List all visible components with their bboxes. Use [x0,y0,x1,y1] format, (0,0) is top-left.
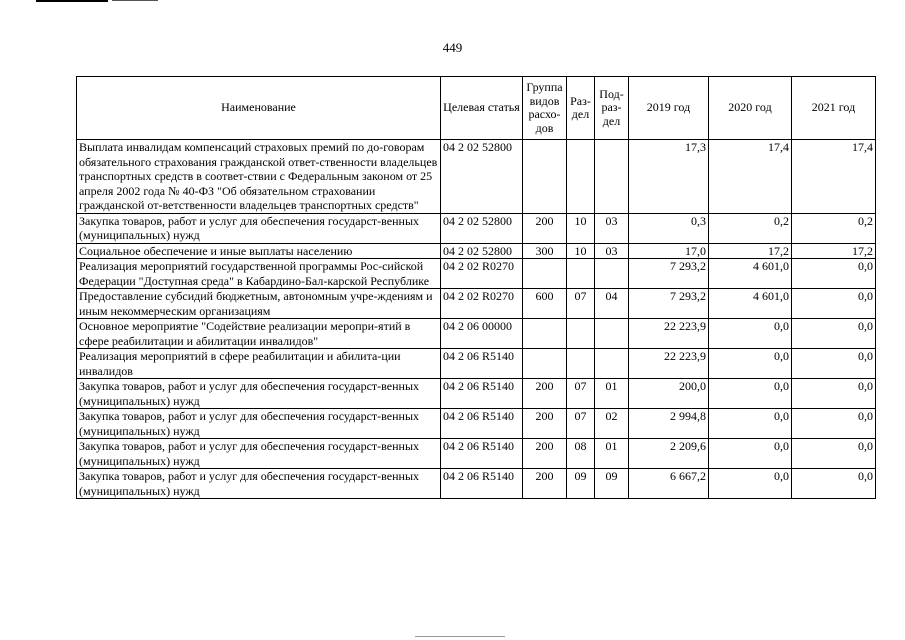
cell-subsection: 01 [595,439,629,469]
table-row [77,409,876,439]
cell-2020: 0,0 [709,349,792,379]
cell-section: 07 [567,379,595,409]
cell-2020: 0,0 [709,439,792,469]
cell-2020: 17,2 [709,243,792,259]
cell-2019: 22 223,9 [629,349,709,379]
cell-target: 04 2 02 52800 [441,140,523,214]
cell-2019: 0,3 [629,213,709,243]
table-row [77,379,876,409]
cell-group: 300 [523,243,567,259]
cell-2020: 0,0 [709,469,792,499]
cell-2020: 4 601,0 [709,289,792,319]
cell-name: Предоставление субсидий бюджетным, автономным учре-ждениям и иным некоммерческим организациям [77,289,441,319]
cell-group [523,140,567,214]
cell-group [523,349,567,379]
cell-name: Закупка товаров, работ и услуг для обеспечения государст-венных (муниципальных) нужд [77,469,441,499]
cell-2020: 0,0 [709,379,792,409]
cell-name: Закупка товаров, работ и услуг для обеспечения государст-венных (муниципальных) нужд [77,379,441,409]
top-edge-mark-faint [112,0,158,1]
col-header-name: Наименование [77,77,441,140]
cell-section: 08 [567,439,595,469]
cell-name: Социальное обеспечение и иные выплаты населению [77,243,441,259]
cell-2021: 0,0 [792,289,876,319]
cell-target: 04 2 02 R0270 [441,289,523,319]
col-header-2020: 2020 год [709,77,792,140]
cell-2019: 7 293,2 [629,289,709,319]
cell-name: Закупка товаров, работ и услуг для обеспечения государст-венных (муниципальных) нужд [77,213,441,243]
cell-section: 09 [567,469,595,499]
cell-subsection [595,319,629,349]
bottom-edge-mark [415,636,505,637]
cell-section [567,349,595,379]
cell-group: 600 [523,289,567,319]
cell-target: 04 2 06 R5140 [441,349,523,379]
table-body [77,140,876,499]
cell-subsection: 09 [595,469,629,499]
cell-subsection [595,349,629,379]
cell-section [567,140,595,214]
table-row [77,213,876,243]
cell-target: 04 2 06 R5140 [441,439,523,469]
cell-target: 04 2 02 52800 [441,243,523,259]
col-header-2021: 2021 год [792,77,876,140]
table-row [77,259,876,289]
cell-group: 200 [523,379,567,409]
table-row [77,349,876,379]
col-header-subsection: Под-раз-дел [595,77,629,140]
cell-subsection: 02 [595,409,629,439]
cell-name: Закупка товаров, работ и услуг для обеспечения государст-венных (муниципальных) нужд [77,439,441,469]
table-row [77,289,876,319]
page-number: 449 [442,40,463,55]
cell-section: 07 [567,409,595,439]
table-row [77,140,876,214]
cell-2020: 4 601,0 [709,259,792,289]
cell-name: Закупка товаров, работ и услуг для обеспечения государст-венных (муниципальных) нужд [77,409,441,439]
cell-2019: 2 209,6 [629,439,709,469]
cell-2019: 7 293,2 [629,259,709,289]
cell-2019: 17,3 [629,140,709,214]
cell-2021: 0,0 [792,349,876,379]
cell-target: 04 2 02 R0270 [441,259,523,289]
cell-2021: 17,2 [792,243,876,259]
table-row [77,469,876,499]
cell-name: Реализация мероприятий в сфере реабилитации и абилита-ции инвалидов [77,349,441,379]
cell-section: 10 [567,213,595,243]
cell-group [523,319,567,349]
cell-target: 04 2 06 R5140 [441,409,523,439]
cell-group: 200 [523,409,567,439]
table-row [77,319,876,349]
cell-2019: 22 223,9 [629,319,709,349]
cell-2020: 0,0 [709,409,792,439]
cell-2021: 0,0 [792,259,876,289]
cell-section [567,259,595,289]
cell-2019: 2 994,8 [629,409,709,439]
cell-group: 200 [523,439,567,469]
cell-2019: 17,0 [629,243,709,259]
cell-group: 200 [523,213,567,243]
table-row [77,243,876,259]
cell-name: Выплата инвалидам компенсаций страховых премий по до-говорам обязательного страхования гражданской ответ-ственности владельцев транспортных средств в соответ-ствии с Федеральным законом от 25 апреля 2002 года № 40-ФЗ "Об обязательном страховании гражданской от-ветственности владельцев транспортных средств" [77,140,441,214]
col-header-target: Целевая статья [441,77,523,140]
budget-table [76,76,876,499]
cell-2019: 200,0 [629,379,709,409]
top-edge-mark [36,0,108,2]
cell-2021: 0,0 [792,439,876,469]
table-header-row [77,77,876,140]
cell-2021: 0,0 [792,469,876,499]
table-row [77,439,876,469]
cell-subsection: 01 [595,379,629,409]
cell-target: 04 2 06 00000 [441,319,523,349]
cell-subsection [595,259,629,289]
col-header-2019: 2019 год [629,77,709,140]
cell-target: 04 2 06 R5140 [441,469,523,499]
cell-subsection: 03 [595,243,629,259]
cell-2020: 0,2 [709,213,792,243]
cell-2021: 0,0 [792,379,876,409]
cell-2021: 0,0 [792,409,876,439]
cell-section: 10 [567,243,595,259]
cell-2021: 0,0 [792,319,876,349]
cell-group [523,259,567,289]
cell-section: 07 [567,289,595,319]
cell-section [567,319,595,349]
cell-subsection: 03 [595,213,629,243]
cell-subsection: 04 [595,289,629,319]
cell-subsection [595,140,629,214]
cell-target: 04 2 02 52800 [441,213,523,243]
cell-name: Реализация мероприятий государственной программы Рос-сийской Федерации "Доступная среда" в Кабардино-Бал-карской Республике [77,259,441,289]
col-header-section: Раз-дел [567,77,595,140]
cell-2020: 17,4 [709,140,792,214]
cell-2019: 6 667,2 [629,469,709,499]
cell-2020: 0,0 [709,319,792,349]
cell-target: 04 2 06 R5140 [441,379,523,409]
cell-2021: 17,4 [792,140,876,214]
cell-group: 200 [523,469,567,499]
col-header-group: Группа видов расхо-дов [523,77,567,140]
cell-2021: 0,2 [792,213,876,243]
cell-name: Основное мероприятие "Содействие реализации меропри-ятий в сфере реабилитации и абилитации инвалидов" [77,319,441,349]
